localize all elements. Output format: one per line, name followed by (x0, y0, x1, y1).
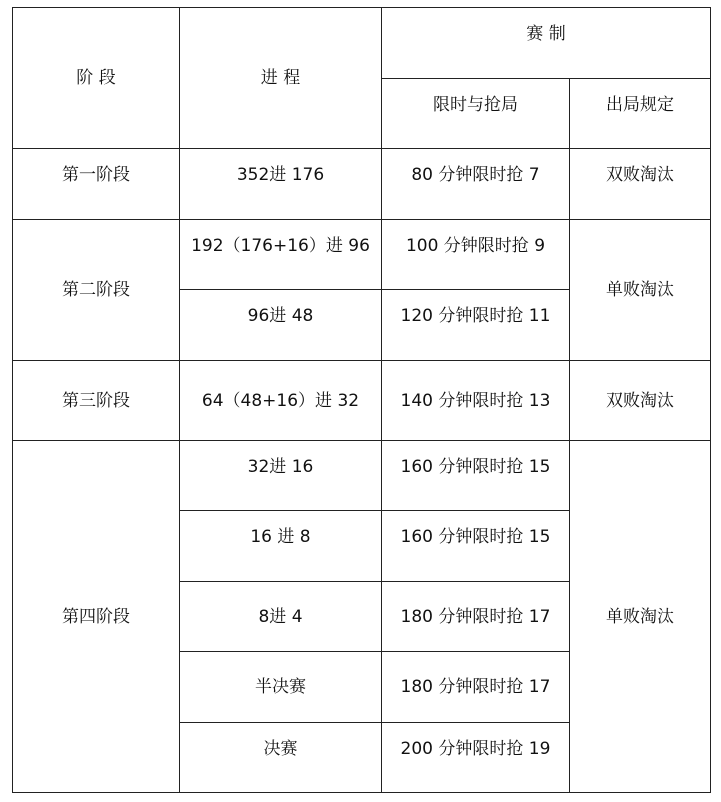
stage-cell (13, 220, 180, 361)
table-row (13, 220, 711, 290)
elimination-value: 单败淘汰 (606, 606, 674, 627)
table-row (13, 361, 711, 441)
header-progress-cell (180, 8, 382, 149)
header-row-1 (13, 8, 711, 79)
table-row (13, 149, 711, 220)
stage-label: 第三阶段 (62, 390, 130, 411)
time-limit-value: 140 分钟限时抢 13 (400, 390, 551, 411)
stage-label: 第四阶段 (62, 606, 130, 627)
time-limit-value: 120 分钟限时抢 11 (400, 306, 551, 326)
time-limit-value: 180 分钟限时抢 17 (400, 606, 551, 627)
time-limit-cell (382, 361, 570, 441)
time-limit-cell (382, 723, 570, 793)
time-limit-cell (382, 652, 570, 723)
progress-value: 决赛 (263, 739, 298, 759)
progress-value: 8进 4 (258, 606, 303, 627)
header-progress: 进 程 (260, 68, 301, 88)
progress-value: 192（176+16）进 96 (191, 236, 370, 256)
progress-cell (180, 290, 382, 361)
header-elimination: 出局规定 (606, 95, 674, 115)
time-limit-value: 160 分钟限时抢 15 (400, 527, 551, 547)
time-limit-value: 160 分钟限时抢 15 (400, 457, 551, 477)
progress-value: 半决赛 (255, 677, 306, 697)
progress-value: 64（48+16）进 32 (201, 390, 360, 411)
time-limit-cell (382, 220, 570, 290)
stage-cell (13, 441, 180, 793)
progress-cell (180, 511, 382, 582)
header-format-cell (382, 8, 711, 79)
stage-cell (13, 149, 180, 220)
header-format: 赛 制 (526, 24, 566, 44)
header-stage: 阶 段 (76, 68, 116, 88)
tournament-schedule-table (12, 7, 711, 793)
progress-cell (180, 723, 382, 793)
header-time-limit: 限时与抢局 (433, 95, 518, 115)
time-limit-cell (382, 441, 570, 511)
elimination-cell (570, 441, 711, 793)
time-limit-cell (382, 290, 570, 361)
stage-label: 第二阶段 (62, 280, 130, 300)
time-limit-value: 100 分钟限时抢 9 (405, 236, 546, 256)
stage-cell (13, 361, 180, 441)
elimination-value: 双败淘汰 (606, 390, 674, 411)
stage-label: 第一阶段 (62, 165, 130, 185)
progress-value: 32进 16 (247, 457, 314, 477)
elimination-cell (570, 149, 711, 220)
elimination-value: 单败淘汰 (606, 280, 674, 300)
progress-cell (180, 149, 382, 220)
time-limit-value: 180 分钟限时抢 17 (400, 677, 551, 697)
progress-cell (180, 582, 382, 652)
progress-cell (180, 652, 382, 723)
header-elimination-cell (570, 79, 711, 149)
table-row (13, 441, 711, 511)
progress-cell (180, 361, 382, 441)
progress-cell (180, 220, 382, 290)
time-limit-value: 200 分钟限时抢 19 (400, 739, 551, 759)
time-limit-cell (382, 582, 570, 652)
progress-value: 352进 176 (236, 165, 325, 185)
time-limit-value: 80 分钟限时抢 7 (411, 165, 540, 185)
elimination-value: 双败淘汰 (606, 165, 674, 185)
progress-cell (180, 441, 382, 511)
header-time-limit-cell (382, 79, 570, 149)
elimination-cell (570, 220, 711, 361)
time-limit-cell (382, 149, 570, 220)
header-stage-cell (13, 8, 180, 149)
elimination-cell (570, 361, 711, 441)
progress-value: 96进 48 (247, 306, 314, 326)
time-limit-cell (382, 511, 570, 582)
progress-value: 16 进 8 (250, 527, 311, 547)
